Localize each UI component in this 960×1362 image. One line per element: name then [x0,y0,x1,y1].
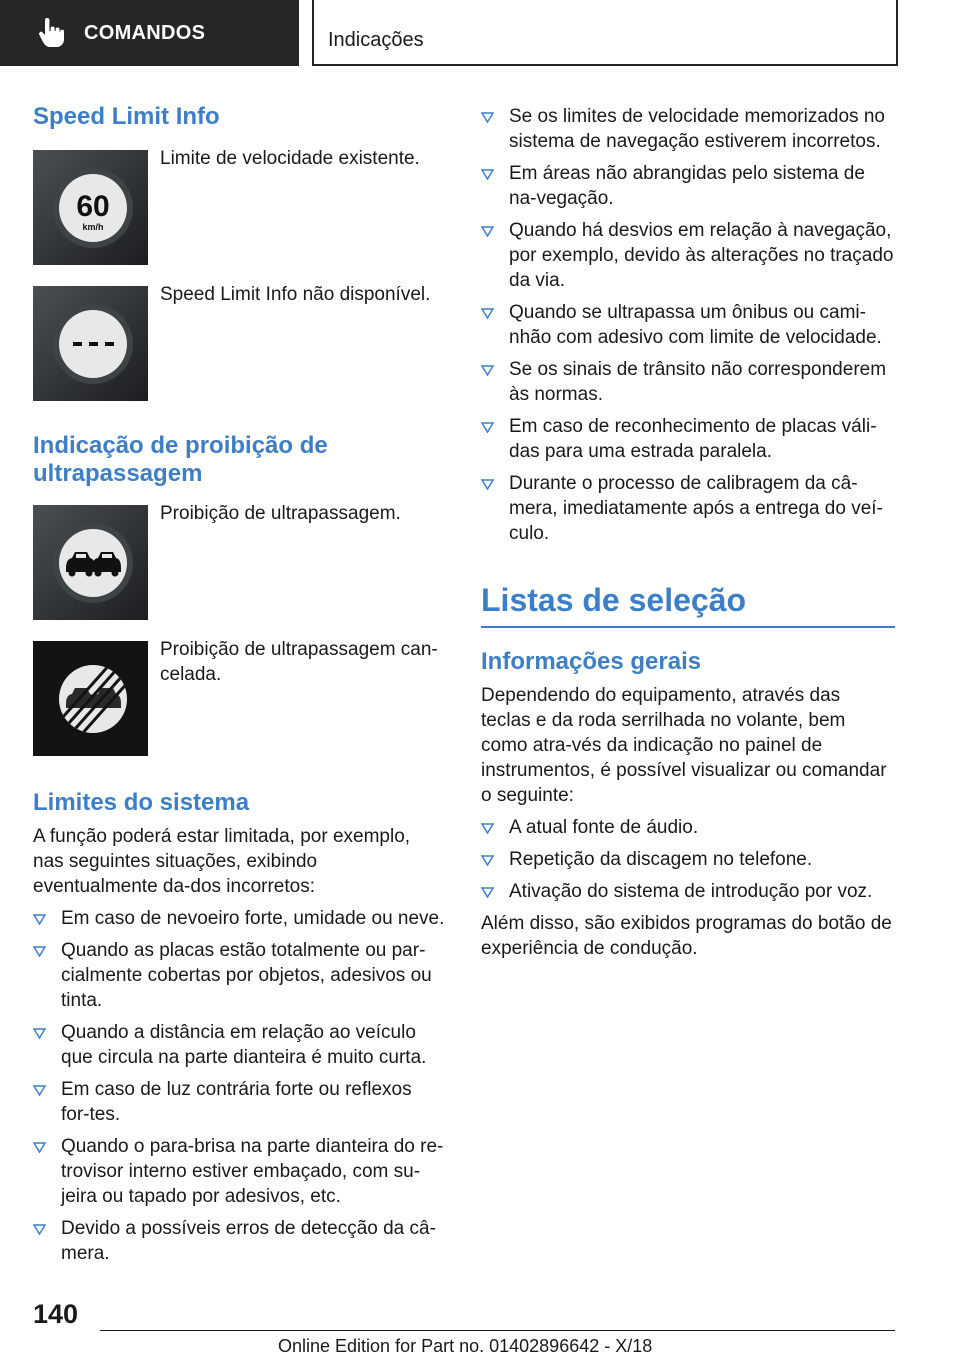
list-item: Ativação do sistema de introdução por voz. [481,879,895,904]
list-item: Em áreas não abrangidas pelo sistema de na-vegação. [481,161,895,211]
list-item: Devido a possíveis erros de detecção da câ-mera. [33,1216,445,1266]
bullet-triangle-icon [33,1085,46,1096]
limits-list [33,906,445,1266]
bullet-triangle-icon [481,479,494,490]
edition-note: Online Edition for Part no. 01402896642 - X/18 [278,1336,653,1356]
bullet-triangle-icon [33,1028,46,1039]
list-item: Em caso de luz contrária forte ou reflexos for-tes. [33,1077,445,1127]
limits-heading: Limites do sistema [33,789,250,816]
bullet-triangle-icon [481,308,494,319]
section-tab-label: COMANDOS [84,21,206,44]
no-overtaking-icon [33,505,148,620]
indicator-text: Limite de velocidade existente. [160,148,420,169]
limits-intro: A função poderá estar limitada, por exemplo, nas seguintes situações, exibindo eventualmente da-dos incorretos: [33,826,411,897]
speed-limit-60-icon [33,150,148,265]
page-number: 140 [33,1299,79,1329]
list-item: Quando se ultrapassa um ônibus ou cami-nhão com adesivo com limite de velocidade. [481,300,895,350]
lists-heading-block [481,580,895,628]
bullet-triangle-icon [33,914,46,925]
page-header [0,0,960,66]
list-item: Em caso de reconhecimento de placas váli-das para uma estrada paralela. [481,414,895,464]
bullet-triangle-icon [481,855,494,866]
speed-limit-heading: Speed Limit Info [33,103,220,130]
indicator-no-overtaking [33,505,445,620]
speed-limit-unavailable-icon [33,286,148,401]
general-info-heading: Informações gerais [481,648,702,675]
bullet-triangle-icon [481,823,494,834]
bullet-triangle-icon [33,1142,46,1153]
list-item: Quando as placas estão totalmente ou par-cialmente cobertas por objetos, adesivos ou tinta. [33,938,445,1013]
indicator-text: Proibição de ultrapassagem. [160,503,401,524]
indicator-text: Proibição de ultrapassagem can-celada. [160,639,438,685]
left-column [33,100,445,1273]
right-column [481,104,895,961]
list-item: Se os limites de velocidade memorizados no sistema de navegação estiverem incorretos. [481,104,895,154]
list-item: Quando há desvios em relação à navegação, por exemplo, devido às alterações no traçado da via. [481,218,895,293]
bullet-triangle-icon [481,365,494,376]
general-info-list [481,815,895,904]
list-item: A atual fonte de áudio. [481,815,895,840]
list-item: Repetição da discagem no telefone. [481,847,895,872]
indicator-no-overtaking-cancelled [33,641,445,756]
section-tab [0,0,299,66]
pointing-hand-icon [38,18,64,48]
general-info-outro: Além disso, são exibidos programas do botão de experiência de condução. [481,913,892,959]
list-item: Quando o para-brisa na parte dianteira do re-trovisor interno estiver embaçado, com su-jeira ou tapado por adesivos, etc. [33,1134,445,1209]
list-item: Durante o processo de calibragem da câ-mera, imediatamente após a entrega do veí-culo. [481,471,895,546]
overtaking-heading: Indicação de proibição de ultrapassagem [33,432,328,487]
sign-value: 60 [76,190,110,223]
limits-list-continued [481,104,895,546]
bullet-triangle-icon [481,169,494,180]
indicator-speed-limit-60 [33,150,445,265]
chapter-tab-label: Indicações [328,29,424,51]
bullet-triangle-icon [481,887,494,898]
no-overtaking-cancelled-icon [33,641,148,756]
bullet-triangle-icon [481,422,494,433]
bullet-triangle-icon [481,226,494,237]
indicator-text: Speed Limit Info não disponível. [160,284,431,305]
general-info-intro: Dependendo do equipamento, através das teclas e da roda serrilhada no volante, bem como atra-vés da indicação no painel de instrumentos, é possível visualizar ou comandar o seguinte: [481,685,887,806]
bullet-triangle-icon [481,112,494,123]
bullet-triangle-icon [33,1224,46,1235]
lists-heading: Listas de seleção [481,582,747,618]
bullet-triangle-icon [33,946,46,957]
footer-divider [100,1330,895,1331]
list-item: Se os sinais de trânsito não corresponderem às normas. [481,357,895,407]
indicator-speed-limit-unavailable [33,286,445,401]
sign-unit: km/h [82,222,104,232]
list-item: Em caso de nevoeiro forte, umidade ou neve. [33,906,445,931]
list-item: Quando a distância em relação ao veículo que circula na parte dianteira é muito curta. [33,1020,445,1070]
chapter-tab [312,0,898,66]
